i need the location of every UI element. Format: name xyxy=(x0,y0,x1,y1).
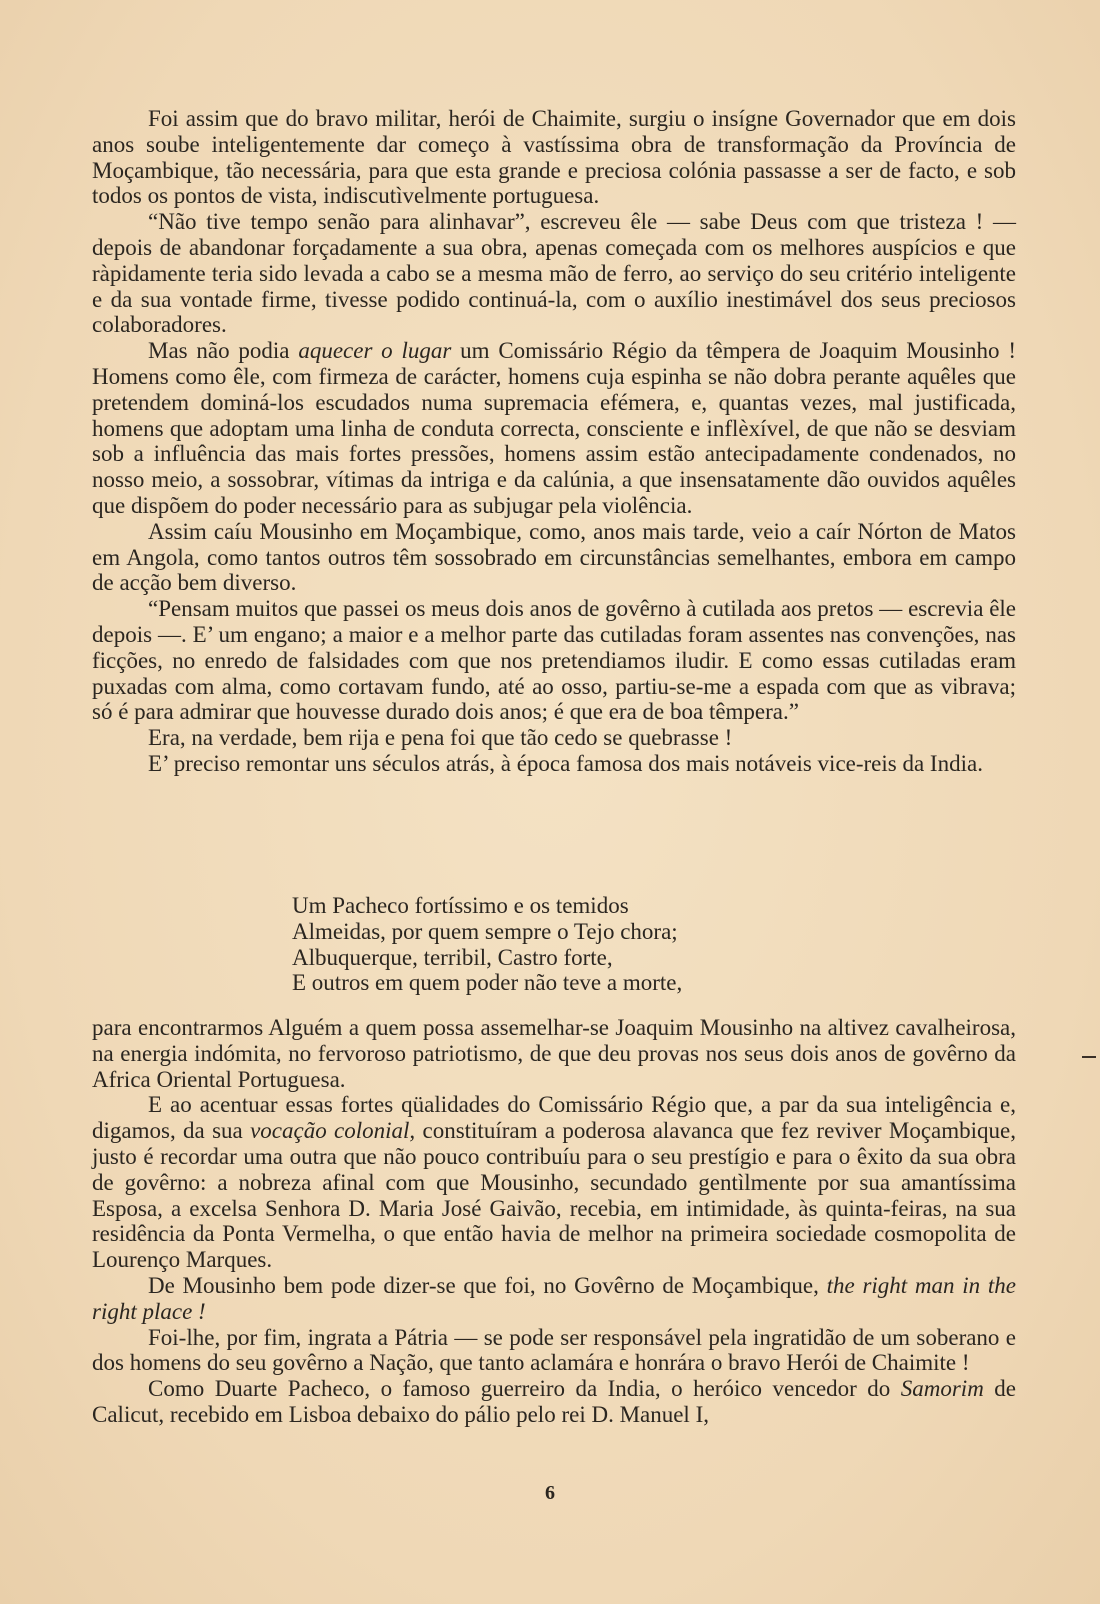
paragraph xyxy=(92,338,1016,519)
paragraph: E’ preciso remontar uns séculos atrás, à época famosa dos mais notáveis vice-reis da India. xyxy=(148,750,983,776)
paragraph: Era, na verdade, bem rija e pena foi que tão cedo se quebrasse ! xyxy=(148,725,733,751)
italic-phrase: the right man in the right place ! xyxy=(92,1272,1016,1324)
edge-mark xyxy=(1082,1056,1096,1058)
verse-line: Albuquerque, terribil, Castro forte, xyxy=(292,944,613,970)
verse-quote xyxy=(292,893,682,996)
paragraph-text: constituíram a poderosa alavanca que fez reviver Moçambique, justo é recordar uma outra que não pouco contribuíu para o seu prestígio e para o êxito da sua obra de govêrno: a nobreza afinal com que Mousinho, secundado gentìlmente por sua amantíssima Esposa, a excelsa Senhora D. Maria José Gaivão, recebia, em intimidade, às quinta-feiras, na sua residência da Ponta Vermelha, o que então havia de melhor na primeira sociedade cosmopolita de Lourenço Marques. xyxy=(92,1118,1016,1273)
paragraph xyxy=(92,1273,1016,1325)
paragraph-text: E ao acentuar essas fortes qüalidades do Comissário Régio que, a par da sua inteligência e, digamos, da sua xyxy=(92,1092,1016,1144)
text-section-bottom xyxy=(92,1015,1016,1428)
italic-phrase: vocação colonial, xyxy=(250,1118,416,1144)
verse-line: E outros em quem poder não teve a morte, xyxy=(292,970,683,996)
paragraph-text: um Comissário Régio da têmpera de Joaquim Mousinho ! Homens como êle, com firmeza de carácter, homens cuja espinha se não dobra perante aquêles que pretendem dominá-los escudados numa supremacia efémera, e, quantas vezes, mal justificada, homens que adoptam uma linha de conduta correcta, consciente e inflèxível, de que não se desviam sob a influência das mais fortes pressões, homens assim estão antecipadamente condenados, no nosso meio, a sossobrar, vítimas da intriga e da calúnia, a que insensatamente dão ouvidos aquêles que dispõem do poder necessário para as subjugar pela violência. xyxy=(92,338,1016,518)
paragraph-text: de Calicut, recebido em Lisboa debaixo do pálio pelo rei D. Manuel I, xyxy=(92,1376,1016,1427)
paragraph xyxy=(92,1376,1016,1428)
text-section-top xyxy=(92,106,1016,777)
verse-line: Almeidas, por quem sempre o Tejo chora; xyxy=(292,918,678,944)
paragraph: Assim caíu Mousinho em Moçambique, como, anos mais tarde, veio a caír Nórton de Matos em Angola, como tantos outros têm sossobrado em circunstâncias semelhantes, embora em campo de acção bem diverso. xyxy=(92,518,1016,596)
paragraph: Foi-lhe, por fim, ingrata a Pátria — se pode ser responsável pela ingratidão de um soberano e dos homens do seu govêrno a Nação, que tanto aclamára e honrára o bravo Herói de Chaimite ! xyxy=(92,1324,1016,1376)
page-number: 6 xyxy=(545,1482,555,1504)
paragraph: para encontrarmos Alguém a quem possa assemelhar-se Joaquim Mousinho na altivez cavalheirosa, na energia indómita, no fervoroso patriotismo, de que deu provas nos seus dois anos de govêrno da Africa Oriental Portuguesa. xyxy=(92,1015,1016,1092)
paragraph: “Pensam muitos que passei os meus dois anos de govêrno à cutilada aos pretos — escrevia êle depois —. E’ um engano; a maior e a melhor parte das cutiladas foram assentes nas convenções, nas ficções, no enredo de falsidades com que nos pretendiamos iludir. E como essas cutiladas eram puxadas com alma, como cortavam fundo, até ao osso, partiu-se-me a espada com que as vibrava; só é para admirar que houvesse durado dois anos; é que era de boa têmpera.” xyxy=(92,596,1016,725)
paragraph: Foi assim que do bravo militar, herói de Chaimite, surgiu o insígne Governador que em dois anos soube inteligentemente dar começo à vastíssima obra de transformação da Província de Moçambique, tão necessária, para que esta grande e preciosa colónia passasse a ser de facto, e sob todos os pontos de vista, indiscutìvelmente portuguesa. xyxy=(92,106,1016,209)
paragraph xyxy=(92,1092,1016,1273)
verse-line: Um Pacheco fortíssimo e os temidos xyxy=(292,893,629,918)
paragraph: “Não tive tempo senão para alinhavar”, escreveu êle — sabe Deus com que tristeza ! — depois de abandonar forçadamente a sua obra, apenas começada com os melhores auspícios e que ràpidamente teria sido levada a cabo se a mesma mão de ferro, ao serviço do seu critério inteligente e da sua vontade firme, tivesse podido continuá-la, com o auxílio inestimável dos seus preciosos colaboradores. xyxy=(92,209,1016,338)
paragraph-text: Como Duarte Pacheco, o famoso guerreiro da India, o heróico vencedor do xyxy=(148,1376,901,1402)
paragraph-text: Mas não podia xyxy=(148,338,299,364)
italic-phrase: aquecer o lugar xyxy=(298,338,452,364)
italic-phrase: Samorim xyxy=(900,1376,984,1402)
paragraph-text: De Mousinho bem pode dizer-se que foi, no Govêrno de Moçambique, xyxy=(148,1272,827,1298)
